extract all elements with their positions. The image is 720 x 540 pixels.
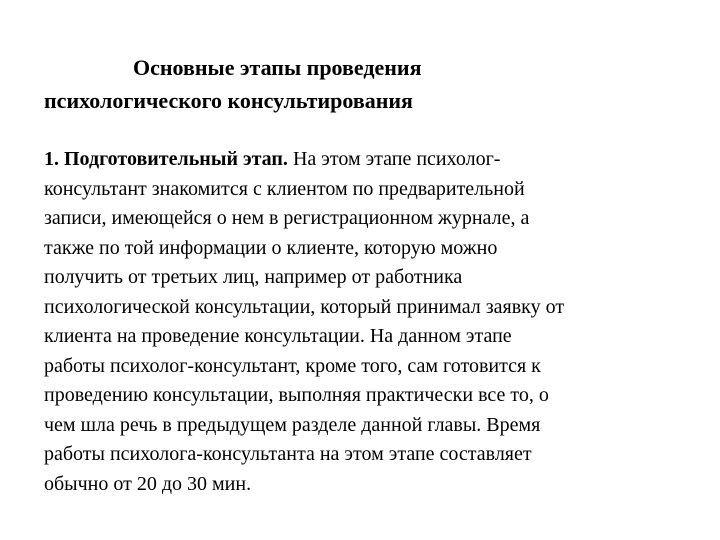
body-line: работы психолога-консультанта на этом этапе составляет xyxy=(44,443,532,465)
section-label: 1. Подготовительный этап. xyxy=(44,148,288,170)
body-line: консультант знакомится с клиентом по предварительной xyxy=(44,177,525,200)
body-line: получить от третьих лиц, например от работника xyxy=(44,266,463,288)
body-line: клиента на проведение консультации. На данном этапе xyxy=(44,325,512,347)
body-line: проведению консультации, выполняя практически все то, о xyxy=(44,384,549,406)
slide-title xyxy=(44,51,684,117)
body-line: также по той информации о клиенте, которую можно xyxy=(44,236,498,259)
body-line: работы психолог-консультант, кроме того, сам готовится к xyxy=(44,354,541,377)
body-line xyxy=(44,145,694,175)
body-line: записи, имеющейся о нем в регистрационном журнале, а xyxy=(44,207,530,229)
title-line: Основные этапы проведения xyxy=(133,55,422,80)
title-line: психологического консультирования xyxy=(44,88,413,113)
body-line: обычно от 20 до 30 мин. xyxy=(44,472,252,495)
slide-body xyxy=(44,145,694,499)
body-line: психологической консультации, который принимал заявку от xyxy=(44,295,565,318)
body-line: чем шла речь в предыдущем разделе данной главы. Время xyxy=(44,413,541,436)
body-text: На этом этапе психолог- xyxy=(287,148,501,170)
